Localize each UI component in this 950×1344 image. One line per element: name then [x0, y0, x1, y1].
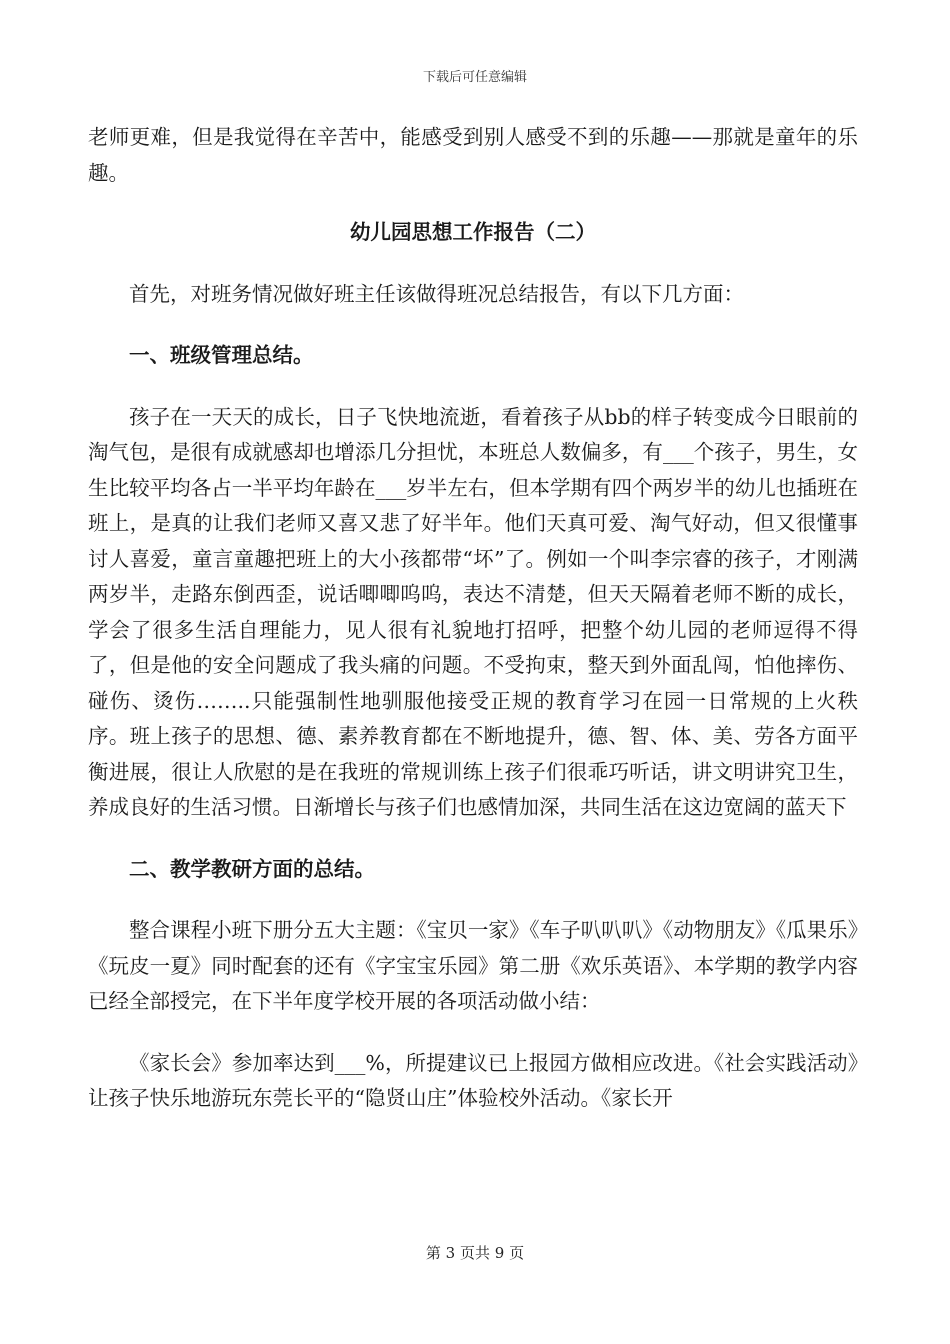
- section-heading-class-management: 一、班级管理总结。: [129, 343, 314, 367]
- section-heading-teaching-research: 二、教学教研方面的总结。: [129, 856, 375, 881]
- intro-paragraph: 首先，对班务情况做好班主任该做得班况总结报告，有以下几方面：: [129, 281, 744, 306]
- teaching-paragraph: 整合课程小班下册分五大主题：《宝贝一家》《车子叭叭叭》《动物朋友》《瓜果乐》《玩皮一夏》同时配套的还有《字宝宝乐园》第二册《欢乐英语》、本学期的教学内容已经全部授完，在下半年度学校开展的各项活动做小结：: [88, 918, 858, 1013]
- activities-paragraph: 《家长会》参加率达到___%，所提建议已上报园方做相应改进。《社会实践活动》让孩子快乐地游玩东莞长平的“隐贤山庄”体验校外活动。《家长开: [88, 1050, 858, 1110]
- continued-paragraph: 老师更难，但是我觉得在辛苦中，能感受到别人感受不到的乐趣——那就是童年的乐趣。: [88, 125, 858, 185]
- document-title: 幼儿园思想工作报告（二）: [350, 220, 596, 244]
- page-number: 第 3 页共 9 页: [425, 1244, 525, 1262]
- class-management-paragraph: 孩子在一天天的成长，日子飞快地流逝，看着孩子从bb的样子转变成今日眼前的淘气包，是很有成就感却也增添几分担忧，本班总人数偏多，有___个孩子，男生，女生比较平均各占一半平均年龄在___岁半左右，但本学期有四个两岁半的幼儿也插班在班上，是真的让我们老师又喜又悲了好半年。他们天真可爱、淘气好动，但又很懂事讨人喜爱，童言童趣把班上的大小孩都带“坏”了。例如一个叫李宗睿的孩子，才刚满两岁半，走路东倒西歪，说话唧唧呜呜，表达不清楚，但天天隔着老师不断的成长，学会了很多生活自理能力，见人很有礼貌地打招呼，把整个幼儿园的老师逗得不得了，但是他的安全问题成了我头痛的问题。不受拘束，整天到外面乱闯，怕他摔伤、碰伤、烫伤……..只能强制性地驯服他接受正规的教育学习在园一日常规的上火秩序。班上孩子的思想、德、素养教育都在不断地提升，德、智、体、美、劳各方面平衡进展，很让人欣慰的是在我班的常规训练上孩子们很乖巧听话，讲文明讲究卫生，养成良好的生活习惯。日渐增长与孩子们也感情加深，共同生活在这边宽阔的蓝天下: [88, 404, 858, 819]
- document-body: [88, 120, 858, 1117]
- download-note: 下载后可任意编辑: [422, 70, 527, 85]
